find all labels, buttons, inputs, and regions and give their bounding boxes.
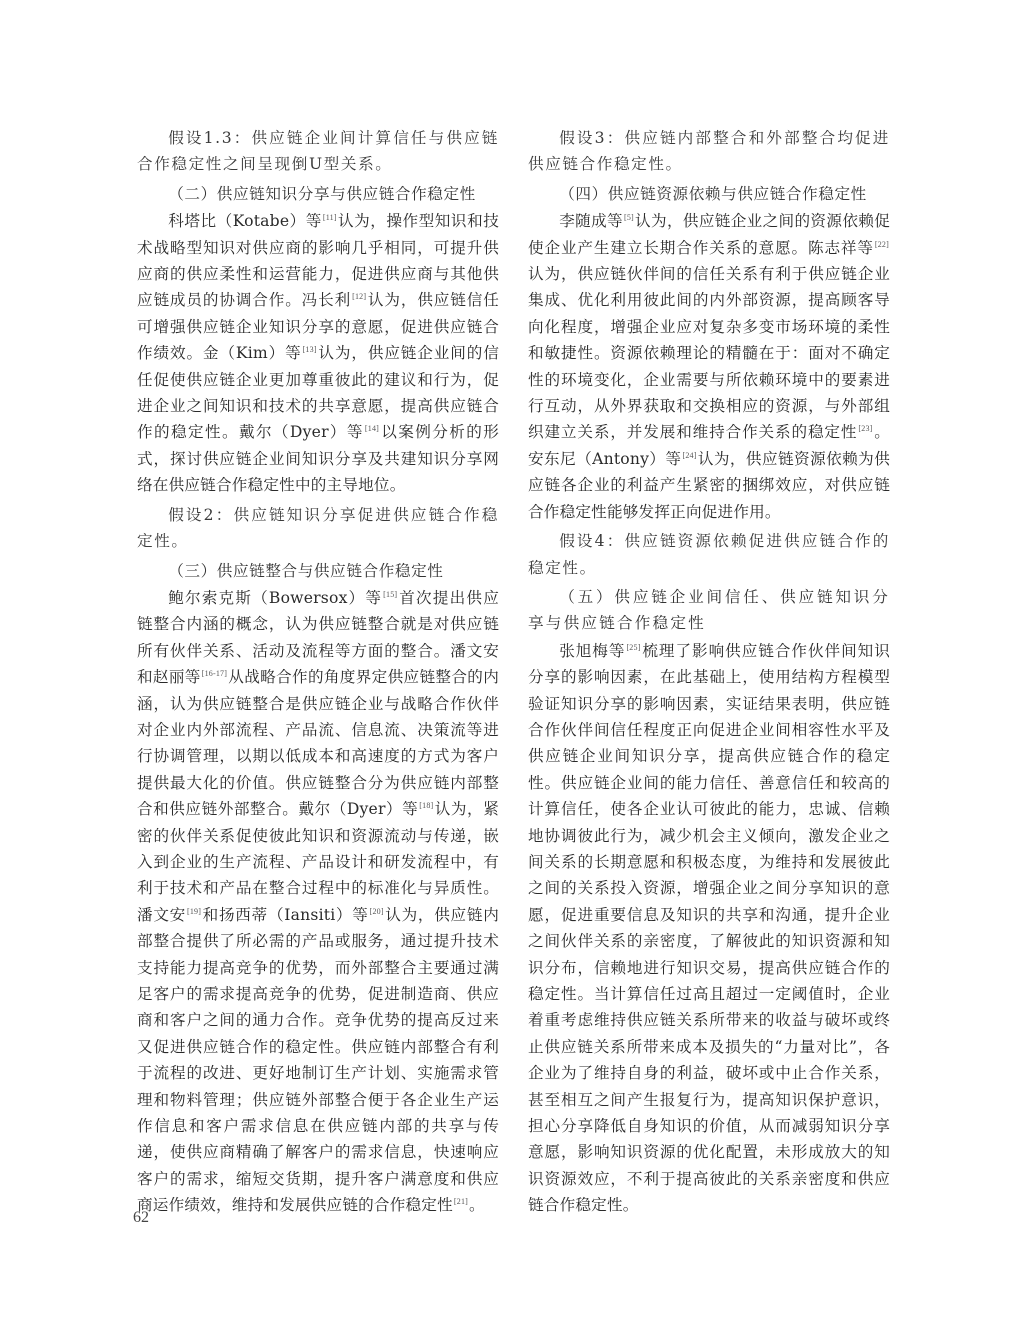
text-span: 认为，供应链企业间的信任促使供应链企业更加尊重彼此的建议和行为，促进企业之间知识和技术的共享意愿，提高供应链合作的稳定性。戴尔（Dyer）等 <box>137 344 499 442</box>
citation-ref: [15] <box>383 589 398 599</box>
section-heading-2: （二）供应链知识分享与供应链合作稳定性 <box>168 184 476 203</box>
text-span: 认为，操作型知识和技术战略型知识对供应商的影响几乎相同，可提升供应商的供应柔性和运营能力，促进供应商与其他供应链成员的协调合作。冯长利 <box>137 212 499 310</box>
text-span: 李随成等 <box>559 212 623 231</box>
page-number: 62 <box>133 1209 149 1226</box>
citation-ref: [23] <box>858 424 873 434</box>
text-span: 首次提出供应链整合内涵的概念，认为供应链整合就是对供应链所有伙伴关系、活动及流程等方面的整合。潘文安和赵丽等 <box>137 588 500 687</box>
text-span: 认为，供应链内部整合提供了所必需的产品或服务，通过提升技术支持能力提高竞争的优势，而外部整合主要通过满足客户的需求提高竞争的优势，促进制造商、供应商和客户之间的通力合作。竞争优势的提高反过来又促进供应链合作的稳定性。供应链内部整合有利于流程的改进、更好地制订生产计划、实施需求管理和物料管理；供应链外部整合便于各企业生产运作信息和客户需求信息在供应链内部的共享与传递，使供应商精确了解客户的需求信息，快速响应客户的需求，缩短交货期，提升客户满意度和供应商运作绩效，维持和发展供应链的合作稳定性 <box>137 905 499 1215</box>
citation-ref: [22] <box>874 239 889 249</box>
text-span: 认为，供应链信任可增强供应链企业知识分享的意愿，促进供应链合作绩效。金（Kim）等 <box>137 291 499 363</box>
text-span: 认为，供应链伙伴间的信任关系有利于供应链企业集成、优化利用彼此间的内外部资源，提高顾客导向化程度，增强企业应对复杂多变市场环境的柔性和敏捷性。资源依赖理论的精髓在于：面对不确定性的环境变化，企业需要与所依赖环境中的要素进行互动，从外界获取和交换相应的资源，与外部组织建立关系，并发展和维持合作关系的稳定性 <box>528 265 890 442</box>
hypothesis-3: 假设3：供应链内部整合和外部整合均促进供应链合作稳定性。 <box>528 129 890 174</box>
citation-ref: [18] <box>419 801 434 811</box>
hypothesis-2: 假设2：供应链知识分享促进供应链合作稳定性。 <box>137 505 499 551</box>
citation-ref: [11] <box>322 213 337 223</box>
citation-ref: [20] <box>369 906 384 916</box>
text-span: 鲍尔索克斯（Bowersox）等 <box>168 588 383 607</box>
paragraph-integration <box>137 585 499 1219</box>
section-heading-3: （三）供应链整合与供应链合作稳定性 <box>168 561 444 580</box>
paragraph-knowledge-sharing <box>137 208 499 498</box>
text-span: 认为，供应链资源依赖为供应链各企业的利益产生紧密的捆绑效应，对供应链合作稳定性能够发挥正向促进作用。 <box>528 449 890 521</box>
right-column <box>528 122 890 1219</box>
citation-ref: [19] <box>186 906 202 916</box>
hypothesis-1-3: 假设1.3：供应链企业间计算信任与供应链合作稳定性之间呈现倒U型关系。 <box>137 129 499 174</box>
citation-ref: [13] <box>302 345 317 355</box>
text-span: 以案例分析的形式，探讨供应链企业间知识分享及共建知识分享网络在供应链合作稳定性中的主导地位。 <box>137 423 499 495</box>
citation-ref: [5] <box>623 213 634 223</box>
citation-ref: [16-17] <box>201 669 228 679</box>
text-span: 。安东尼（Antony）等 <box>528 423 890 468</box>
left-column <box>137 122 499 1219</box>
text-span: 张旭梅等 <box>559 641 626 660</box>
text-span: 梳理了影响供应链合作伙伴间知识分享的影响因素，在此基础上，使用结构方程模型验证知识分享的影响因素，实证结果表明，供应链合作伙伴间信任程度正向促进企业间相容性水平及供应链企业间知识分享，提高供应链合作的稳定性。供应链企业间的能力信任、善意信任和较高的计算信任，使各企业认可彼此的能力，忠诚、信赖地协调彼此行为，减少机会主义倾向，激发企业之间关系的长期意愿和积极态度，为维持和发展彼此之间的关系投入资源，增强企业之间分享知识的意愿，促进重要信息及知识的共享和沟通，提升企业之间伙伴关系的亲密度，了解彼此的知识资源和知识分布，信赖地进行知识交易，提高供应链合作的稳定性。当计算信任过高且超过一定阈值时，企业着重考虑维持供应链关系所带来的收益与破坏或终止供应链关系所带来成本及损失的“力量对比”，各企业为了维持自身的利益，破坏或中止合作关系，甚至相互之间产生报复行为，提高知识保护意识，担心分享降低自身知识的价值，从而减弱知识分享意愿，影响知识资源的优化配置，未形成放大的知识资源效应，不利于提高彼此的关系亲密度和供应链合作稳定性。 <box>528 641 890 1215</box>
section-heading-5: （五）供应链企业间信任、供应链知识分享与供应链合作稳定性 <box>528 587 890 633</box>
citation-ref: [24] <box>682 450 697 460</box>
hypothesis-4: 假设4：供应链资源依赖促进供应链合作的稳定性。 <box>528 532 890 577</box>
text-span: 从战略合作的角度界定供应链整合的内涵，认为供应链整合是供应链企业与战略合作伙伴对企业内外部流程、产品流、信息流、决策流等进行协调管理，以期以低成本和高速度的方式为客户提供最大化的价值。供应链整合分为供应链内部整合和供应链外部整合。戴尔（Dyer）等 <box>137 668 499 819</box>
text-span: 和扬西蒂（Iansiti）等 <box>202 905 369 924</box>
citation-ref: [12] <box>352 292 367 302</box>
citation-ref: [21] <box>453 1197 469 1207</box>
paragraph-trust-sharing <box>528 638 890 1219</box>
text-span: 认为，紧密的伙伴关系促使彼此知识和资源流动与传递，嵌入到企业的生产流程、产品设计和研发流程中，有利于技术和产品在整合过程中的标准化与异质性。潘文安 <box>137 800 499 924</box>
section-heading-4: （四）供应链资源依赖与供应链合作稳定性 <box>559 184 867 203</box>
text-span: 。 <box>469 1196 485 1215</box>
text-span: 认为，供应链企业之间的资源依赖促使企业产生建立长期合作关系的意愿。陈志祥等 <box>528 212 890 257</box>
text-span: 科塔比（Kotabe）等 <box>168 212 322 231</box>
citation-ref: [25] <box>626 642 641 652</box>
paragraph-resource-dependence <box>528 208 890 525</box>
citation-ref: [14] <box>364 424 380 434</box>
